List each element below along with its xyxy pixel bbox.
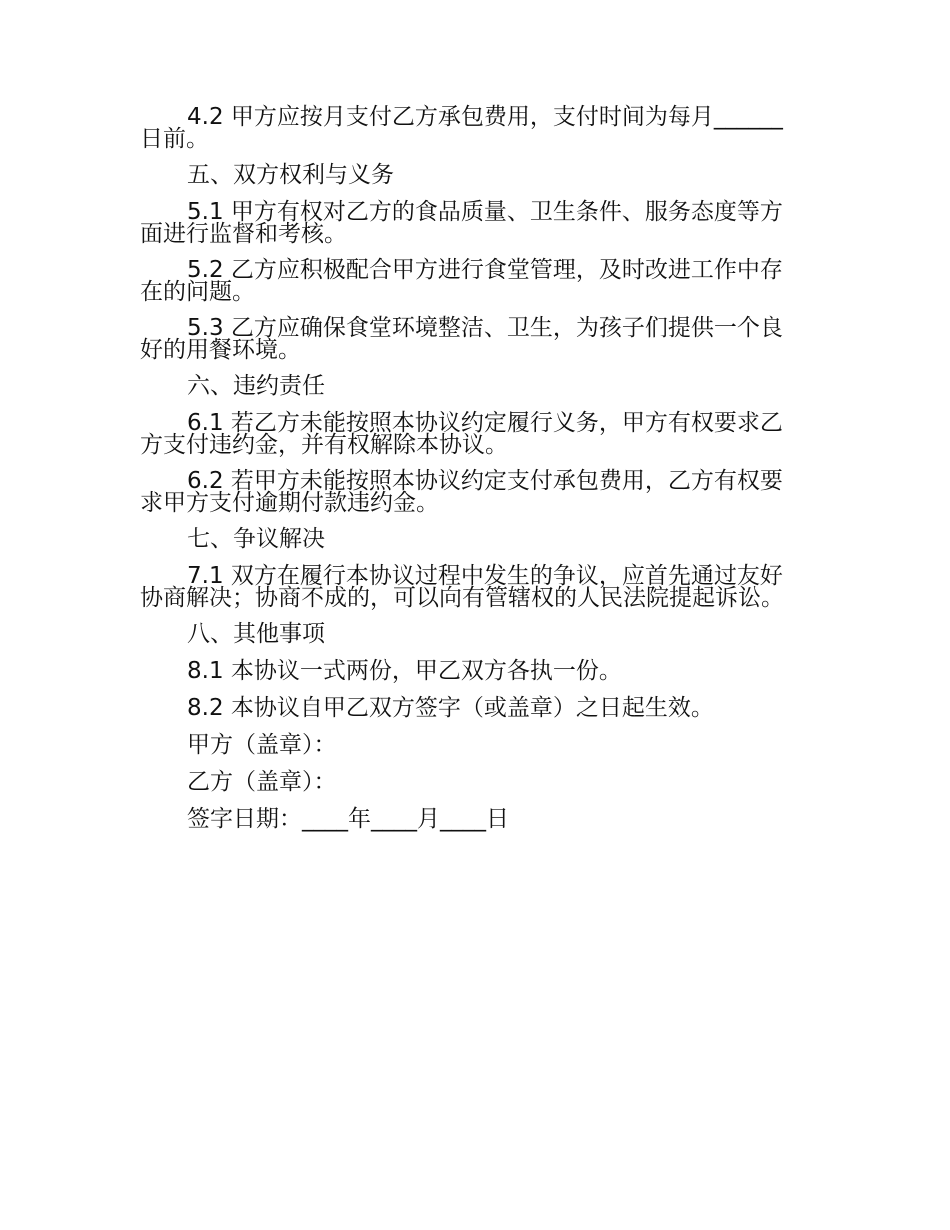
clause-5-3: 5.3 乙方应确保食堂环境整洁、卫生，为孩子们提供一个良好的用餐环境。 — [140, 315, 783, 363]
party-b-seal: 乙方（盖章）： — [187, 769, 337, 795]
section-heading-rights-obligations: 五、双方权利与义务 — [187, 162, 394, 188]
clause-6-1: 6.1 若乙方未能按照本协议约定履行义务，甲方有权要求乙方支付违约金，并有权解除本协议。 — [140, 410, 783, 458]
clause-4-2: 4.2 甲方应按月支付乙方承包费用，支付时间为每月______日前。 — [140, 104, 783, 152]
document-body — [140, 106, 805, 845]
section-heading-dispute: 七、争议解决 — [187, 526, 325, 552]
clause-6-2: 6.2 若甲方未能按照本协议约定支付承包费用，乙方有权要求甲方支付逾期付款违约金。 — [140, 468, 783, 516]
clause-7-1: 7.1 双方在履行本协议过程中发生的争议，应首先通过友好协商解决；协商不成的，可以向有管辖权的人民法院提起诉讼。 — [140, 563, 784, 611]
signing-date: 签字日期：____年____月____日 — [187, 806, 509, 832]
section-heading-other-matters: 八、其他事项 — [187, 621, 325, 647]
party-a-seal: 甲方（盖章）： — [187, 732, 337, 758]
section-heading-liability: 六、违约责任 — [187, 373, 325, 399]
clause-8-1: 8.1 本协议一式两份，甲乙双方各执一份。 — [187, 658, 622, 684]
clause-8-2: 8.2 本协议自甲乙双方签字（或盖章）之日起生效。 — [187, 695, 714, 721]
clause-5-2: 5.2 乙方应积极配合甲方进行食堂管理，及时改进工作中存在的问题。 — [140, 257, 783, 305]
clause-5-1: 5.1 甲方有权对乙方的食品质量、卫生条件、服务态度等方面进行监督和考核。 — [140, 199, 783, 247]
